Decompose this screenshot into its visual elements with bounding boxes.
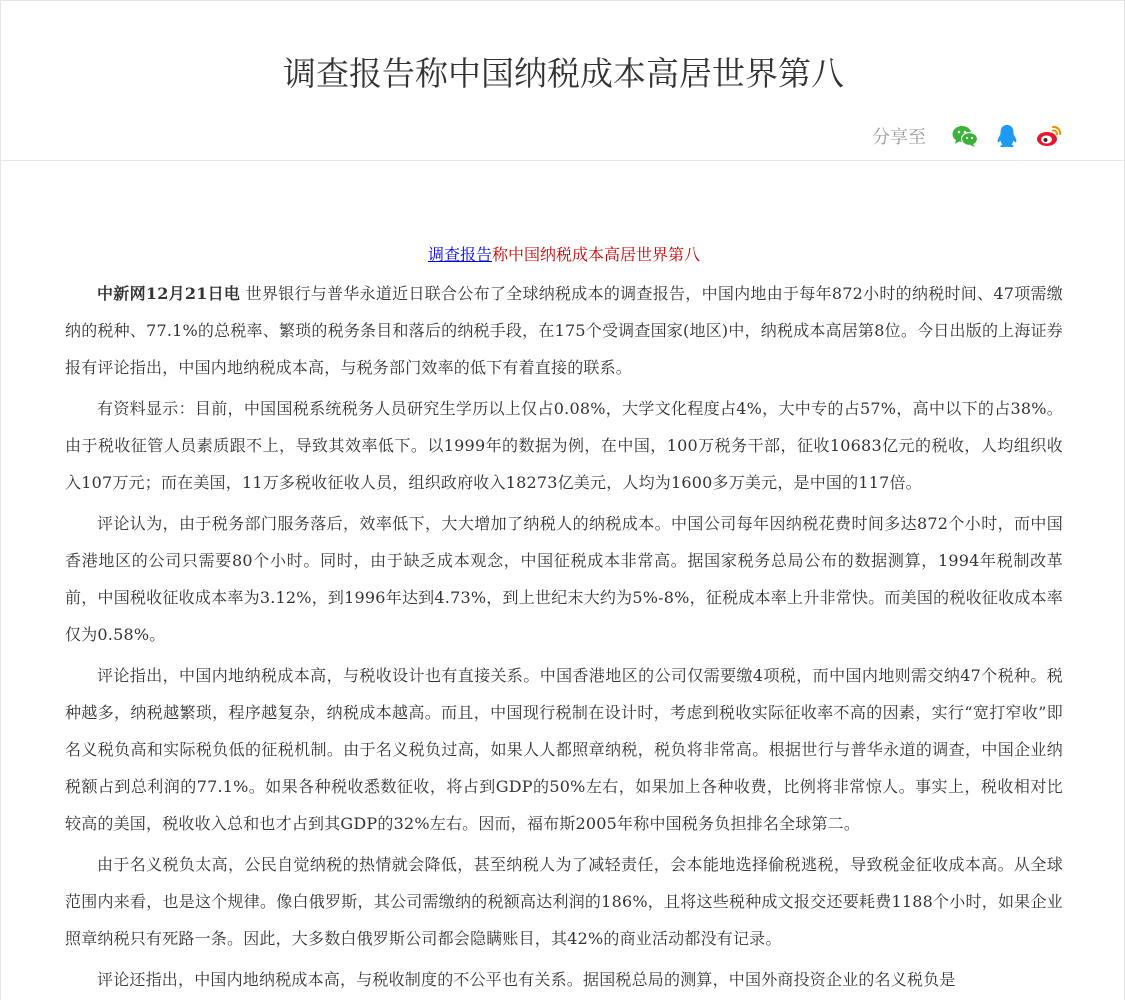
paragraph-2: 有资料显示：目前，中国国税系统税务人员研究生学历以上仅占0.08%，大学文化程度占4%，大中专的占57%，高中以下的占38%。由于税收征管人员素质跟不上，导致其效率低下。以1999年的数据为例，在中国，100万税务干部，征收10683亿元的税收，人均组织收入107万元；而在美国，11万多税收征收人员，组织政府收入18273亿美元，人均为1600多万美元，是中国的117倍。 — [65, 399, 1063, 492]
paragraph-4: 评论指出，中国内地纳税成本高，与税收设计也有直接关系。中国香港地区的公司仅需要缴4项税，而中国内地则需交纳47个税种。税种越多，纳税越繁琐，程序越复杂，纳税成本越高。而且，中国现行税制在设计时，考虑到税收实际征收率不高的因素，实行“宽打窄收”即名义税负高和实际税负低的征税机制。由于名义税负过高，如果人人都照章纳税，税负将非常高。根据世行与普华永道的调查，中国企业纳税额占到总利润的77.1%。如果各种税收悉数征收，将占到GDP的50%左右，如果加上各种收费，比例将非常惊人。事实上，税收相对比较高的美国，税收收入总和也才占到其GDP的32%左右。因而，福布斯2005年称中国税务负担排名全球第二。 — [65, 666, 1063, 833]
share-label: 分享至 — [872, 127, 926, 148]
article-subtitle — [65, 241, 1063, 269]
share-bar — [872, 121, 1064, 151]
paragraph-1-text: 世界银行与普华永道近日联合公布了全球纳税成本的调查报告，中国内地由于每年872小时的纳税时间、47项需缴纳的税种、77.1%的总税率、繁琐的税务条目和落后的纳税手段，在175个受调查国家(地区)中，纳税成本高居第8位。今日出版的上海证券报有评论指出，中国内地纳税成本高，与税务部门效率的低下有着直接的联系。 — [65, 284, 1063, 377]
weibo-icon[interactable] — [1034, 121, 1064, 151]
qq-icon[interactable] — [992, 121, 1022, 151]
dateline: 中新网12月21日电 — [97, 284, 241, 303]
article-header — [1, 1, 1125, 161]
article-content — [65, 241, 1063, 1002]
paragraph-3: 评论认为，由于税务部门服务落后，效率低下，大大增加了纳税人的纳税成本。中国公司每年因纳税花费时间多达872个小时，而中国香港地区的公司只需要80个小时。同时，由于缺乏成本观念，中国征税成本非常高。据国家税务总局公布的数据测算，1994年税制改革前，中国税收征收成本率为3.12%，到1996年达到4.73%，到上世纪末大约为5%-8%，征税成本率上升非常快。而美国的税收征收成本率仅为0.58%。 — [65, 514, 1063, 644]
page-title: 调查报告称中国纳税成本高居世界第八 — [283, 54, 844, 93]
subtitle-text: 称中国纳税成本高居世界第八 — [492, 245, 701, 264]
paragraph-6: 评论还指出，中国内地纳税成本高，与税收制度的不公平也有关系。据国税总局的测算，中国外商投资企业的名义税负是 — [97, 970, 956, 989]
paragraph-5: 由于名义税负太高，公民自觉纳税的热情就会降低，甚至纳税人为了减轻责任，会本能地选择偷税逃税，导致税金征收成本高。从全球范围内来看，也是这个规律。像白俄罗斯，其公司需缴纳的税额高达利润的186%，且将这些税种成文报交还要耗费1188个小时，如果企业照章纳税只有死路一条。因此，大多数白俄罗斯公司都会隐瞒账目，其42%的商业活动都没有记录。 — [65, 855, 1063, 948]
wechat-icon[interactable] — [950, 121, 980, 151]
paragraph-1 — [65, 275, 1063, 386]
subtitle-link[interactable]: 调查报告 — [427, 245, 492, 264]
